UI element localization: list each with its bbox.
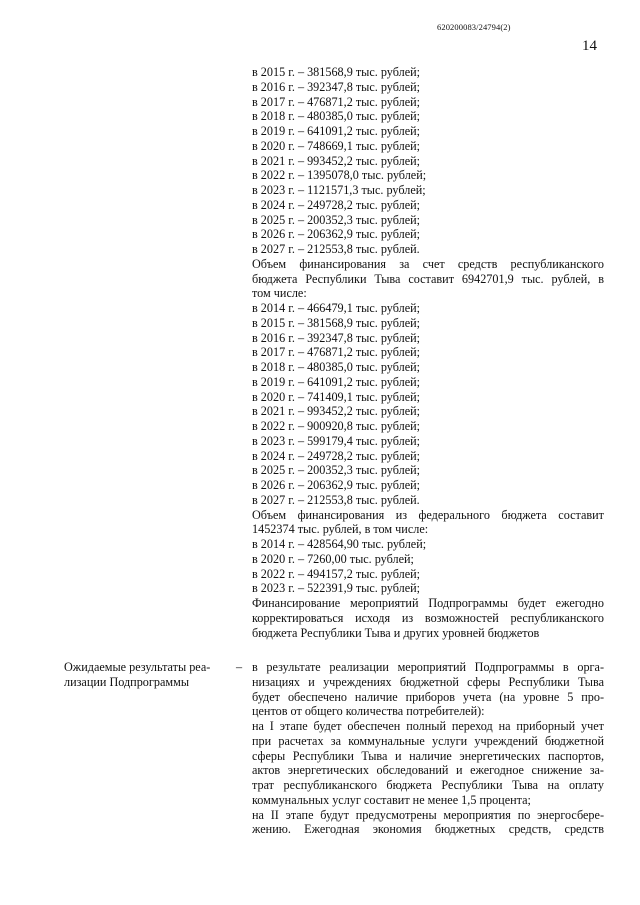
list-item: в 2015 г. – 381568,9 тыс. рублей; — [252, 315, 421, 330]
label-line: Ожидаемые результаты реа- — [64, 660, 211, 674]
list-item: в 2023 г. – 1121571,3 тыс. рублей; — [252, 183, 426, 197]
list-item: в 2016 г. – 392347,8 тыс. рублей; — [252, 79, 421, 94]
text-line: центов от общего количества потребителей): — [252, 704, 485, 719]
text-line: Объем финансирования из федерального бюджета составит — [252, 507, 604, 522]
text-line: на II этапе будут предусмотрены мероприятия по энергосбере- — [252, 807, 604, 822]
republican-budget-paragraph — [252, 257, 604, 301]
text-line: корректироваться исходя из возможностей республиканского — [252, 610, 604, 625]
list-item: в 2027 г. – 212553,8 тыс. рублей. — [252, 492, 420, 507]
list-item: в 2014 г. – 466479,1 тыс. рублей; — [252, 301, 421, 315]
list-item: в 2027 г. – 212553,8 тыс. рублей. — [252, 242, 420, 256]
text-line: коммунальных услуг составит не менее 1,5 процента; — [252, 792, 531, 807]
list-item: в 2024 г. – 249728,2 тыс. рублей; — [252, 448, 421, 463]
page-number: 14 — [582, 38, 597, 54]
list-item: в 2018 г. – 480385,0 тыс. рублей; — [252, 109, 421, 124]
total-by-year-list — [252, 65, 604, 257]
list-item: в 2014 г. – 428564,90 тыс. рублей; — [252, 537, 427, 551]
list-item: в 2020 г. – 741409,1 тыс. рублей; — [252, 389, 421, 404]
expected-results-text — [252, 660, 604, 837]
list-item: в 2020 г. – 7260,00 тыс. рублей; — [252, 551, 414, 566]
row-dash: – — [236, 660, 243, 674]
list-item: в 2024 г. – 249728,2 тыс. рублей; — [252, 197, 421, 212]
text-line: 1452374 тыс. рублей, в том числе: — [252, 522, 429, 537]
list-item: в 2023 г. – 599179,4 тыс. рублей; — [252, 433, 421, 448]
expected-results-label — [64, 660, 236, 690]
list-item: в 2019 г. – 641091,2 тыс. рублей; — [252, 124, 421, 138]
text-line: в результате реализации мероприятий Подпрограммы в орга- — [252, 660, 604, 674]
list-item: в 2021 г. – 993452,2 тыс. рублей; — [252, 153, 421, 168]
list-item: в 2025 г. – 200352,3 тыс. рублей; — [252, 212, 421, 227]
text-line: Объем финансирования за счет средств республиканского — [252, 256, 604, 271]
text-line: том числе: — [252, 286, 307, 301]
financing-note-paragraph — [252, 596, 604, 640]
text-line: бюджета Республики Тыва составит 6942701,9 тыс. рублей, в — [252, 271, 604, 286]
list-item: в 2017 г. – 476871,2 тыс. рублей; — [252, 345, 421, 360]
federal-by-year-list — [252, 537, 604, 596]
list-item: в 2018 г. – 480385,0 тыс. рублей; — [252, 360, 421, 374]
document-code: 620200083/24794(2) — [437, 22, 511, 32]
text-line: Финансирование мероприятий Подпрограммы будет ежегодно — [252, 596, 604, 610]
text-line: сферы Республики Тыва и наличие энергетических паспортов, — [252, 748, 604, 763]
list-item: в 2021 г. – 993452,2 тыс. рублей; — [252, 404, 421, 419]
text-line: на I этапе будет обеспечен полный переход на приборный учет — [252, 719, 604, 733]
list-item: в 2016 г. – 392347,8 тыс. рублей; — [252, 330, 421, 345]
list-item: в 2017 г. – 476871,2 тыс. рублей; — [252, 94, 421, 109]
list-item: в 2026 г. – 206362,9 тыс. рублей; — [252, 478, 421, 492]
text-line: при расчетах за коммунальные услуги учреждений бюджетной — [252, 733, 604, 748]
text-line: трат республиканского бюджета Республики Тыва на оплату — [252, 778, 604, 792]
republican-by-year-list — [252, 301, 604, 508]
list-item: в 2023 г. – 522391,9 тыс. рублей; — [252, 581, 421, 596]
text-line: низациях и учреждениях бюджетной сферы Республики Тыва — [252, 674, 604, 689]
federal-budget-paragraph — [252, 508, 604, 538]
list-item: в 2022 г. – 1395078,0 тыс. рублей; — [252, 168, 427, 183]
list-item: в 2015 г. – 381568,9 тыс. рублей; — [252, 65, 421, 79]
list-item: в 2022 г. – 900920,8 тыс. рублей; — [252, 419, 421, 433]
text-line: бюджета Республики Тыва и других уровней бюджетов — [252, 625, 540, 640]
financing-column — [252, 65, 604, 640]
list-item: в 2019 г. – 641091,2 тыс. рублей; — [252, 374, 421, 389]
text-line: жению. Ежегодная экономия бюджетных средств, средств — [252, 822, 604, 837]
list-item: в 2020 г. – 748669,1 тыс. рублей; — [252, 138, 421, 153]
list-item: в 2025 г. – 200352,3 тыс. рублей; — [252, 463, 421, 478]
text-line: актов энергетических обследований и ежегодное снижение за- — [252, 763, 604, 778]
text-line: будет обеспечено наличие приборов учета (на уровне 5 про- — [252, 689, 604, 704]
list-item: в 2022 г. – 494157,2 тыс. рублей; — [252, 566, 421, 581]
label-line: лизации Подпрограммы — [64, 674, 190, 689]
list-item: в 2026 г. – 206362,9 тыс. рублей; — [252, 227, 421, 242]
